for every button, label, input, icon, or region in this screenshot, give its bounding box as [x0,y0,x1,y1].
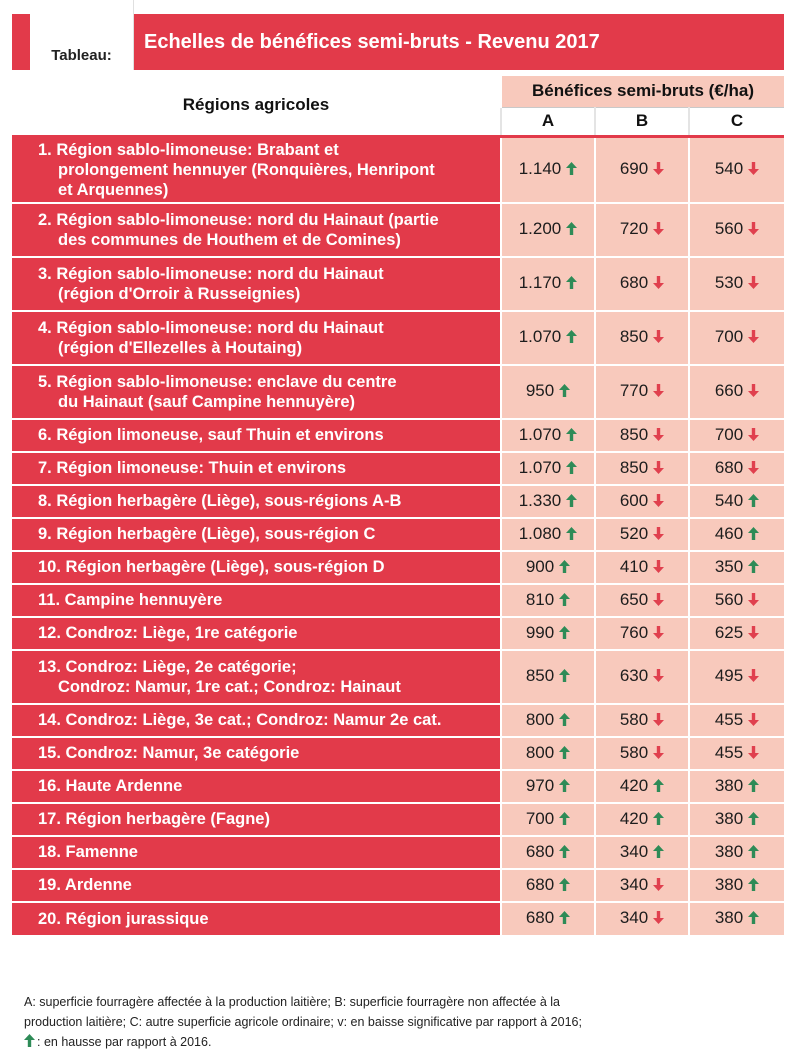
region-name [38,809,494,829]
value-cell-a [501,203,595,257]
value-number: 660 [714,381,744,400]
region-column-header: Régions agricoles [12,76,501,136]
value-number: 700 [525,808,555,828]
region-name-line: 7. Région limoneuse: Thuin et environs [38,459,347,477]
value-number: 560 [714,219,744,238]
red-down-arrow-icon [748,160,759,180]
region-name-line: Condroz: Namur, 1re cat.; Condroz: Hainaut [58,677,401,696]
region-cell [12,836,501,869]
value-number: 530 [714,273,744,292]
value-cell-c [689,803,784,836]
value-number: 850 [525,666,555,685]
value-number: 630 [619,666,649,685]
table-row [12,257,784,311]
region-name-line: 3. Région sablo-limoneuse: nord du Hainaut [38,264,384,283]
region-name-line: 14. Condroz: Liège, 3e cat.; Condroz: Namur 2e cat. [38,711,442,729]
value-number: 410 [619,556,649,576]
table-row [12,803,784,836]
value-cell-c [689,485,784,518]
green-up-arrow-icon [559,624,570,644]
value-number: 520 [619,523,649,543]
red-down-arrow-icon [653,744,664,764]
table-row [12,518,784,551]
green-up-arrow-icon [566,426,577,446]
value-cell-b [595,419,689,452]
value-cell-c [689,737,784,770]
value-cell-b [595,902,689,935]
region-name-line: 1. Région sablo-limoneuse: Brabant et [38,140,339,159]
region-name [38,210,494,250]
green-up-arrow-icon [559,843,570,863]
region-cell [12,257,501,311]
region-name [38,710,494,730]
red-down-arrow-icon [653,220,664,240]
value-number: 900 [525,556,555,576]
value-number: 950 [525,381,555,400]
value-cell-c [689,869,784,902]
value-number: 1.140 [518,159,562,178]
value-number: 700 [714,424,744,444]
red-down-arrow-icon [653,160,664,180]
value-number: 1.070 [518,424,562,444]
value-cell-b [595,136,689,203]
table-row [12,836,784,869]
red-down-arrow-icon [748,624,759,644]
value-number: 760 [619,622,649,642]
footnote [24,992,764,1053]
region-cell [12,902,501,935]
region-name [38,657,494,697]
region-cell [12,737,501,770]
value-cell-c [689,452,784,485]
region-name-line: 13. Condroz: Liège, 2e catégorie; [38,657,297,676]
region-name-line: 16. Haute Ardenne [38,777,183,795]
region-name [38,557,494,577]
value-number: 680 [619,273,649,292]
value-number: 495 [714,666,744,685]
value-number: 380 [714,808,744,828]
value-number: 340 [619,874,649,894]
value-number: 800 [525,742,555,762]
region-name-line: 5. Région sablo-limoneuse: enclave du centre [38,372,397,391]
value-cell-b [595,365,689,419]
table-row [12,203,784,257]
value-cell-a [501,452,595,485]
green-up-arrow-icon [566,220,577,240]
value-cell-b [595,869,689,902]
red-down-arrow-icon [653,558,664,578]
red-down-arrow-icon [653,667,664,687]
value-number: 1.200 [518,219,562,238]
red-down-arrow-icon [653,382,664,402]
green-up-arrow-icon [566,525,577,545]
region-name [38,909,494,929]
value-number: 680 [525,874,555,894]
region-name-line: 6. Région limoneuse, sauf Thuin et environs [38,426,384,444]
red-down-arrow-icon [748,667,759,687]
value-number: 380 [714,908,744,927]
table-row [12,551,784,584]
value-number: 580 [619,742,649,762]
table-row [12,365,784,419]
value-cell-a [501,136,595,203]
value-cell-b [595,704,689,737]
table-row [12,136,784,203]
region-cell [12,365,501,419]
value-cell-c [689,650,784,704]
value-number: 560 [714,589,744,609]
value-number: 380 [714,874,744,894]
footnote-line: A: superficie fourragère affectée à la production laitière; B: superficie fourragère non affectée à la [24,995,560,1009]
value-cell-a [501,902,595,935]
value-number: 1.080 [518,523,562,543]
value-cell-b [595,617,689,650]
value-cell-c [689,584,784,617]
region-cell [12,518,501,551]
table-row [12,704,784,737]
region-name [38,842,494,862]
value-number: 625 [714,622,744,642]
value-cell-c [689,136,784,203]
green-up-arrow-icon [559,711,570,731]
red-down-arrow-icon [653,492,664,512]
table-row [12,770,784,803]
value-cell-a [501,650,595,704]
value-number: 810 [525,589,555,609]
table-row [12,485,784,518]
value-cell-a [501,617,595,650]
region-name [38,776,494,796]
value-number: 850 [619,327,649,346]
value-number: 420 [619,775,649,795]
tableau-tab [30,0,134,70]
table-row [12,452,784,485]
red-down-arrow-icon [748,459,759,479]
region-name [38,372,494,412]
region-name [38,623,494,643]
region-name-line: 11. Campine hennuyère [38,591,223,609]
region-name-line: 4. Région sablo-limoneuse: nord du Hainaut [38,318,384,337]
value-number: 350 [714,556,744,576]
region-name [38,524,494,544]
green-up-arrow-icon [566,459,577,479]
green-up-arrow-icon [653,843,664,863]
table-row [12,650,784,704]
green-up-arrow-icon [559,591,570,611]
region-name-line: prolongement hennuyer (Ronquières, Henripont [58,160,435,179]
value-number: 1.170 [518,273,562,292]
value-cell-c [689,704,784,737]
value-number: 380 [714,775,744,795]
column-header-c: C [689,107,784,136]
green-up-arrow-icon [559,667,570,687]
green-up-arrow-icon [566,274,577,294]
region-name [38,590,494,610]
value-cell-b [595,311,689,365]
red-down-arrow-icon [653,909,664,929]
green-up-arrow-icon [559,810,570,830]
footnote-line [24,1032,764,1053]
value-cell-a [501,803,595,836]
value-cell-a [501,836,595,869]
region-cell [12,617,501,650]
red-down-arrow-icon [748,328,759,348]
value-cell-c [689,902,784,935]
value-number: 1.070 [518,457,562,477]
page-title: Echelles de bénéfices semi-bruts - Revenu 2017 [144,31,600,53]
region-name-line: 15. Condroz: Namur, 3e catégorie [38,744,300,762]
region-name-line: et Arquennes) [58,180,169,199]
region-cell [12,452,501,485]
green-up-arrow-icon [653,777,664,797]
value-cell-b [595,257,689,311]
table-row [12,584,784,617]
value-number: 580 [619,709,649,729]
value-number: 690 [619,159,649,178]
region-cell [12,803,501,836]
red-down-arrow-icon [653,624,664,644]
value-cell-a [501,770,595,803]
value-cell-a [501,365,595,419]
value-number: 460 [714,523,744,543]
green-up-arrow-icon [748,909,759,929]
green-up-arrow-icon [559,777,570,797]
value-cell-b [595,836,689,869]
value-cell-c [689,257,784,311]
green-up-arrow-icon [559,382,570,402]
value-number: 340 [619,841,649,861]
region-name-line: du Hainaut (sauf Campine hennuyère) [58,392,356,411]
table-row [12,869,784,902]
green-up-arrow-icon [566,492,577,512]
value-cell-c [689,770,784,803]
red-down-arrow-icon [653,459,664,479]
red-down-arrow-icon [748,382,759,402]
value-cell-b [595,452,689,485]
value-number: 540 [714,490,744,510]
table-body [12,136,784,935]
value-cell-a [501,584,595,617]
red-down-arrow-icon [653,876,664,896]
region-name [38,318,494,358]
region-name-line: 8. Région herbagère (Liège), sous-régions A-B [38,492,402,510]
green-up-arrow-icon [566,160,577,180]
region-name-line: 18. Famenne [38,843,138,861]
value-number: 340 [619,908,649,927]
value-cell-c [689,203,784,257]
region-cell [12,203,501,257]
column-header-b: B [595,107,689,136]
values-column-header: Bénéfices semi-bruts (€/ha) [501,76,784,107]
table-row [12,311,784,365]
table-row [12,737,784,770]
value-cell-b [595,551,689,584]
value-cell-c [689,419,784,452]
region-cell [12,869,501,902]
region-name [38,491,494,511]
footnote-line: production laitière; C: autre superficie agricole ordinaire; v: en baisse significative par rapport à 2016; [24,1015,582,1029]
green-up-arrow-icon [748,843,759,863]
region-cell [12,770,501,803]
region-cell [12,311,501,365]
green-up-arrow-icon [559,744,570,764]
value-number: 600 [619,490,649,510]
value-number: 420 [619,808,649,828]
region-cell [12,551,501,584]
red-down-arrow-icon [748,220,759,240]
value-cell-b [595,584,689,617]
value-number: 770 [619,381,649,400]
green-up-arrow-icon [559,876,570,896]
value-number: 990 [525,622,555,642]
green-up-arrow-icon [748,558,759,578]
region-name [38,140,494,200]
value-cell-b [595,650,689,704]
value-cell-c [689,365,784,419]
region-name [38,458,494,478]
table-row [12,419,784,452]
value-cell-b [595,485,689,518]
green-up-arrow-icon [748,525,759,545]
region-name-line: (région d'Ellezelles à Houtaing) [58,338,303,357]
value-cell-c [689,617,784,650]
footnote-line-text: : en hausse par rapport à 2016. [37,1035,212,1049]
red-down-arrow-icon [748,744,759,764]
region-name [38,425,494,445]
region-name-line: 20. Région jurassique [38,909,209,928]
region-cell [12,650,501,704]
table-frame [12,0,784,985]
value-cell-c [689,311,784,365]
value-number: 380 [714,841,744,861]
region-name [38,743,494,763]
green-up-arrow-icon [748,810,759,830]
green-up-arrow-icon [748,492,759,512]
value-cell-a [501,869,595,902]
value-number: 800 [525,709,555,729]
value-number: 1.330 [518,490,562,510]
value-number: 1.070 [518,327,562,346]
red-down-arrow-icon [748,711,759,731]
value-cell-a [501,737,595,770]
red-down-arrow-icon [653,591,664,611]
column-header-a: A [501,107,595,136]
region-cell [12,704,501,737]
value-number: 700 [714,327,744,346]
value-cell-a [501,311,595,365]
value-cell-a [501,485,595,518]
value-number: 720 [619,219,649,238]
benefits-table [12,76,784,935]
region-name-line: des communes de Houthem et de Comines) [58,230,401,249]
region-cell [12,485,501,518]
red-down-arrow-icon [748,274,759,294]
region-name [38,875,494,895]
value-number: 680 [525,841,555,861]
region-name-line: (région d'Orroir à Russeignies) [58,284,301,303]
value-cell-b [595,203,689,257]
green-up-arrow-icon [559,558,570,578]
green-up-arrow-icon [653,810,664,830]
red-down-arrow-icon [653,274,664,294]
green-up-arrow-icon [24,1033,35,1053]
region-name [38,264,494,304]
value-number: 850 [619,424,649,444]
value-cell-c [689,551,784,584]
region-cell [12,419,501,452]
value-cell-a [501,704,595,737]
green-up-arrow-icon [748,876,759,896]
region-name-line: 2. Région sablo-limoneuse: nord du Hainaut (partie [38,210,439,229]
value-number: 455 [714,742,744,762]
region-name-line: 9. Région herbagère (Liège), sous-région C [38,525,376,543]
value-cell-a [501,518,595,551]
value-cell-b [595,803,689,836]
value-cell-c [689,518,784,551]
value-cell-a [501,551,595,584]
value-number: 455 [714,709,744,729]
green-up-arrow-icon [559,909,570,929]
red-down-arrow-icon [653,711,664,731]
value-number: 680 [714,457,744,477]
value-cell-b [595,518,689,551]
value-cell-b [595,737,689,770]
green-up-arrow-icon [566,328,577,348]
region-name-line: 12. Condroz: Liège, 1re catégorie [38,624,298,642]
red-down-arrow-icon [748,591,759,611]
region-name-line: 17. Région herbagère (Fagne) [38,810,270,828]
value-number: 540 [714,159,744,178]
red-down-arrow-icon [748,426,759,446]
red-down-arrow-icon [653,426,664,446]
value-cell-b [595,770,689,803]
region-cell [12,584,501,617]
region-cell [12,136,501,203]
table-row [12,617,784,650]
table-row [12,902,784,935]
region-name-line: 19. Ardenne [38,876,132,894]
tab-label: Tableau: [51,47,112,64]
value-number: 850 [619,457,649,477]
red-down-arrow-icon [653,525,664,545]
value-cell-c [689,836,784,869]
value-cell-a [501,257,595,311]
value-number: 680 [525,908,555,927]
region-name-line: 10. Région herbagère (Liège), sous-région D [38,558,385,576]
value-number: 650 [619,589,649,609]
red-down-arrow-icon [653,328,664,348]
green-up-arrow-icon [748,777,759,797]
value-cell-a [501,419,595,452]
title-bar [12,14,784,70]
value-number: 970 [525,775,555,795]
